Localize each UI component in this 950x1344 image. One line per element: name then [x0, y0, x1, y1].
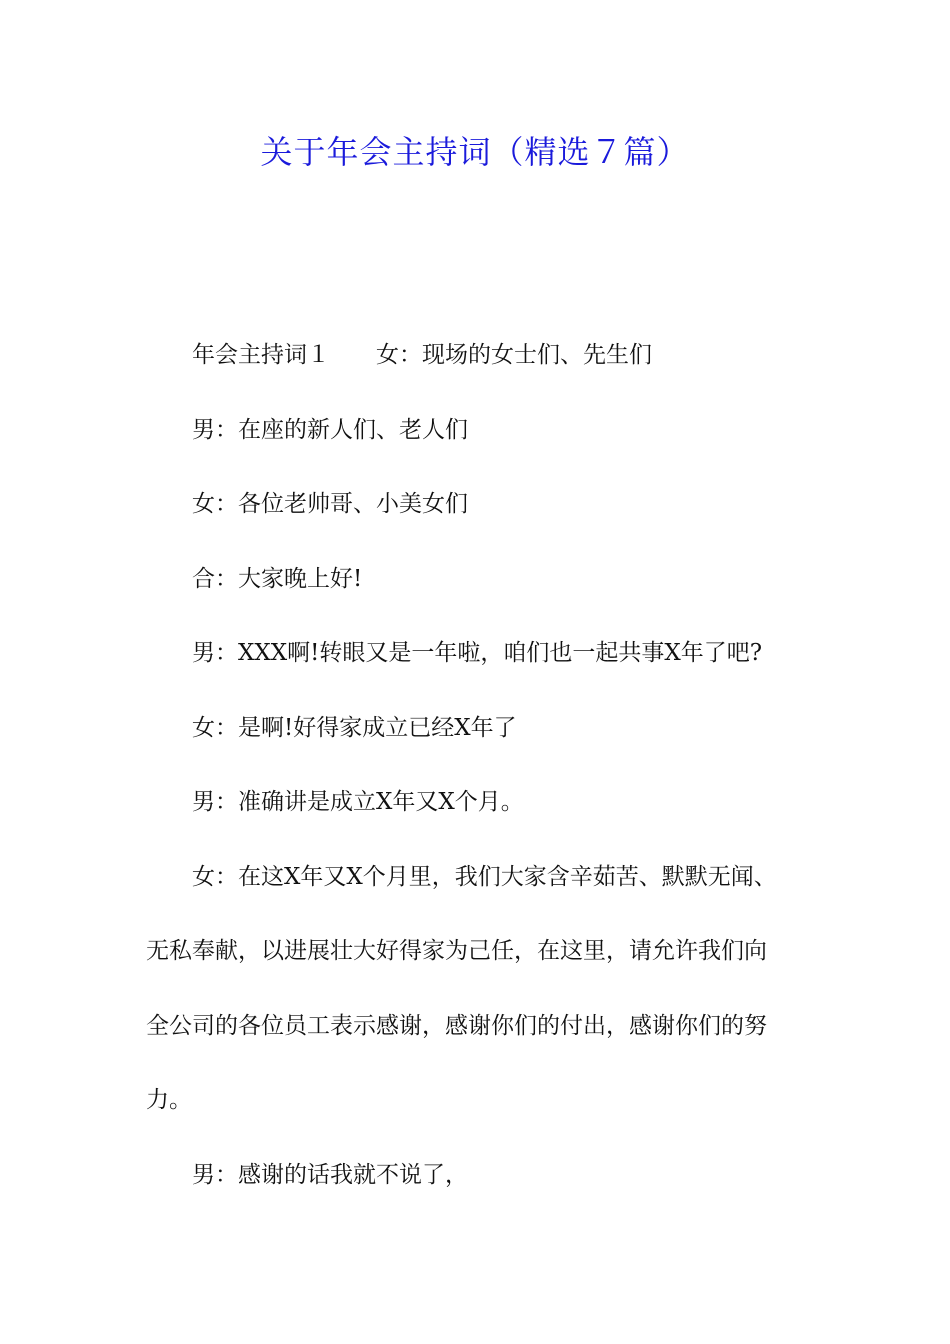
- paragraph-8-line-2: 无私奉献，以进展壮大好得家为己任，在这里，请允许我们向: [146, 938, 767, 964]
- paragraph-8-line-4: 力。: [146, 1087, 192, 1113]
- paragraph-1: [146, 337, 826, 374]
- document-title: 关于年会主持词（精选７篇）: [260, 133, 690, 171]
- document-body: [146, 337, 826, 1231]
- paragraph-8: [146, 859, 826, 1120]
- paragraph-8-line-1: 女：在这X年又X个月里，我们大家含辛茹苦、默默无闻、: [192, 863, 777, 890]
- paragraph-5: 男：XXX啊!转眼又是一年啦，咱们也一起共事X年了吧?: [192, 640, 763, 666]
- paragraph-2: 男：在座的新人们、老人们: [192, 416, 468, 443]
- section-heading: 年会主持词１: [192, 342, 330, 368]
- paragraph-3: 女：各位老帅哥、小美女们: [192, 491, 468, 517]
- paragraph-7: 男：准确讲是成立X年又X个月。: [192, 789, 524, 815]
- dialogue-line: 女：现场的女士们、先生们: [376, 342, 652, 368]
- paragraph-8-line-3: 全公司的各位员工表示感谢，感谢你们的付出，感谢你们的努: [146, 1012, 767, 1039]
- paragraph-9: 男：感谢的话我就不说了，: [192, 1161, 468, 1188]
- paragraph-6: 女：是啊!好得家成立已经X年了: [192, 714, 517, 741]
- paragraph-4: 合：大家晚上好!: [192, 565, 363, 592]
